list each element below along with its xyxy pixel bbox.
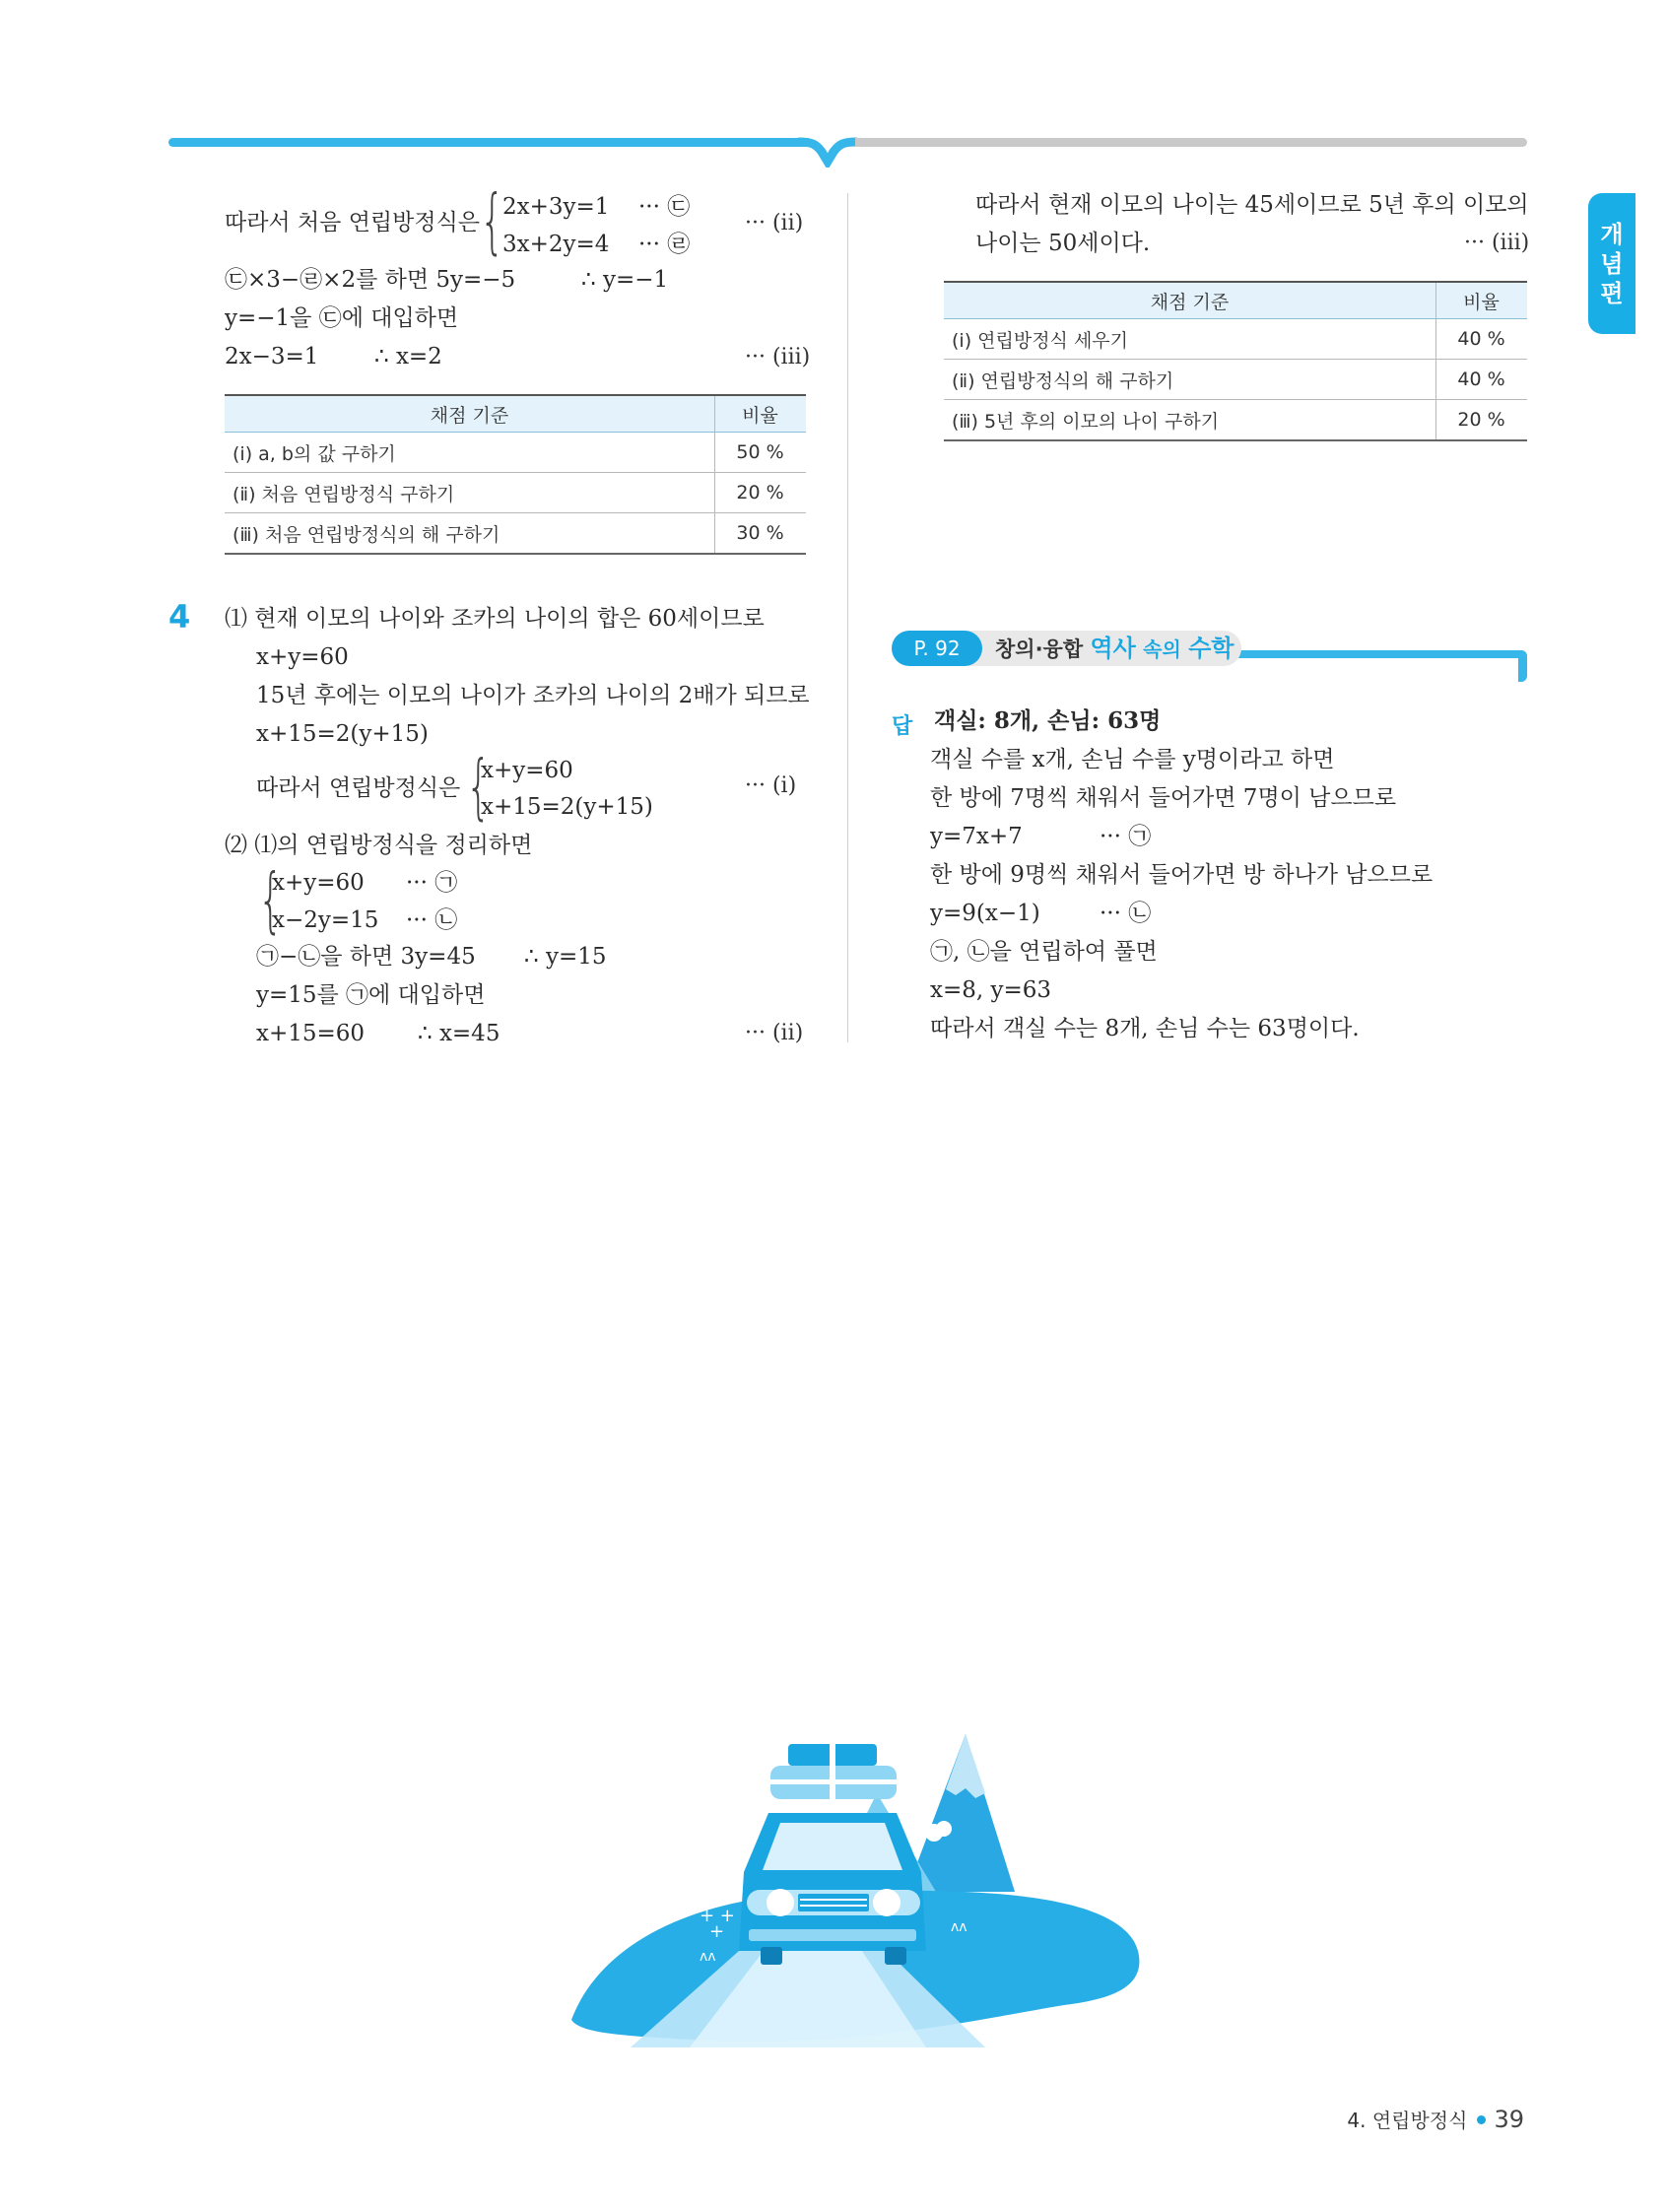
left-line-3: 2x−3=1 <box>225 344 319 369</box>
page-footer <box>1347 2105 1524 2133</box>
table-cell: (ⅰ) a, b의 값 구하기 <box>225 433 715 473</box>
solution-line: x=8, y=63 <box>930 977 1052 1003</box>
side-tab-char: 개 <box>1600 220 1624 248</box>
section-title-highlight: 수학 <box>1188 635 1234 662</box>
q4-system-intro: 따라서 연립방정식은 <box>256 775 461 801</box>
table-cell: 50 % <box>715 433 807 473</box>
table-cell: (ⅲ) 처음 연립방정식의 해 구하기 <box>225 513 715 555</box>
solution-line: 따라서 객실 수는 8개, 손님 수는 63명이다. <box>930 1016 1360 1041</box>
q4-line-6: ㉠−㉡을 하면 3y=45 <box>256 944 476 970</box>
section-title-mid: 속의 <box>1143 637 1181 661</box>
svg-text:ʌʌ: ʌʌ <box>951 1919 967 1935</box>
svg-text:+: + <box>709 1921 725 1942</box>
table-header: 비율 <box>715 395 807 433</box>
q4-line-7: y=15를 ㉠에 대입하면 <box>256 982 486 1008</box>
table-cell: 20 % <box>715 473 807 513</box>
table-row <box>225 513 806 555</box>
table-header: 비율 <box>1436 282 1528 319</box>
footer-chapter: 4. 연립방정식 <box>1347 2109 1468 2132</box>
left-system-eq2: 3x+2y=4 <box>502 232 610 257</box>
left-line-1b: ∴ y=−1 <box>581 267 669 293</box>
table-cell: 30 % <box>715 513 807 555</box>
left-system-intro: 따라서 처음 연립방정식은 <box>225 210 481 235</box>
q4-system2-eq2: x−2y=15 <box>272 907 379 933</box>
answer-label: 답 <box>892 714 913 739</box>
scoring-table-right <box>944 281 1527 441</box>
svg-text:+ +: + + <box>700 1906 735 1926</box>
score-marker: ··· (ii) <box>745 1021 804 1045</box>
section-title <box>995 631 1234 666</box>
table-header: 채점 기준 <box>944 282 1436 319</box>
table-cell: (ⅰ) 연립방정식 세우기 <box>944 319 1436 360</box>
left-system-eq1: 2x+3y=1 <box>502 194 610 220</box>
car-illustration <box>552 1724 1143 2049</box>
table-row <box>225 433 806 473</box>
solution-line: 한 방에 7명씩 채워서 들어가면 7명이 남으므로 <box>930 785 1397 811</box>
table-row <box>944 319 1527 360</box>
q4-line-6b: ∴ y=15 <box>524 944 607 970</box>
brace-icon: { <box>480 179 505 262</box>
table-cell: 20 % <box>1436 400 1528 441</box>
problem-number: 4 <box>168 598 191 636</box>
svg-text:ʌʌ: ʌʌ <box>700 1949 716 1965</box>
table-cell: 40 % <box>1436 360 1528 400</box>
side-tab-concept[interactable] <box>1588 193 1635 334</box>
q4-system2-tag2: ··· ㉡ <box>406 907 458 933</box>
section-title-highlight: 역사 <box>1090 635 1136 662</box>
section-header-line <box>1232 650 1527 658</box>
table-header: 채점 기준 <box>225 395 715 433</box>
side-tab-char: 념 <box>1600 249 1624 278</box>
q4-line-2: x+y=60 <box>256 644 349 670</box>
q4-line-3: 15년 후에는 이모의 나이가 조카의 나이의 2배가 되므로 <box>256 683 810 708</box>
side-tab-char: 편 <box>1600 279 1624 307</box>
section-page-badge: P. 92 <box>892 631 982 666</box>
q4-system-eq2: x+15=2(y+15) <box>481 794 653 820</box>
score-marker: ··· (iii) <box>1464 231 1530 255</box>
q4-line-8: x+15=60 <box>256 1021 366 1046</box>
top-bar-left <box>168 138 809 147</box>
left-system-tag2: ··· ㉣ <box>638 232 691 257</box>
table-cell: (ⅱ) 처음 연립방정식 구하기 <box>225 473 715 513</box>
solution-line: y=7x+7 <box>930 824 1023 849</box>
solution-tag: ··· ㉠ <box>1100 824 1152 849</box>
q4-line-8b: ∴ x=45 <box>418 1021 500 1046</box>
solution-line: ㉠, ㉡을 연립하여 풀면 <box>930 939 1158 965</box>
table-cell: (ⅱ) 연립방정식의 해 구하기 <box>944 360 1436 400</box>
score-marker: ··· (ii) <box>745 211 804 235</box>
page-number: 39 <box>1494 2106 1524 2133</box>
solution-line: y=9(x−1) <box>930 901 1040 926</box>
scoring-table-left <box>225 394 806 555</box>
score-marker: ··· (i) <box>745 773 797 798</box>
right-line-1: 따라서 현재 이모의 나이는 45세이므로 5년 후의 이모의 <box>975 192 1529 218</box>
brace-icon: { <box>258 858 284 941</box>
section-title-prefix: 창의·융합 <box>995 637 1084 661</box>
left-line-3b: ∴ x=2 <box>374 344 442 369</box>
q4-line-5: ⑵ ⑴의 연립방정식을 정리하면 <box>225 833 533 858</box>
left-system-tag1: ··· ㉢ <box>638 194 691 220</box>
score-marker: ··· (iii) <box>745 345 811 369</box>
answer-text: 객실: 8개, 손님: 63명 <box>934 707 1162 734</box>
top-bar-right <box>855 138 1527 147</box>
table-row <box>944 400 1527 441</box>
solution-line: 한 방에 9명씩 채워서 들어가면 방 하나가 남으므로 <box>930 862 1434 888</box>
right-line-2: 나이는 50세이다. <box>975 231 1151 256</box>
q4-line-4: x+15=2(y+15) <box>256 721 429 747</box>
q4-system2-eq1: x+y=60 <box>272 870 365 896</box>
left-line-1: ㉢×3−㉣×2를 하면 5y=−5 <box>225 267 516 293</box>
q4-system2-tag1: ··· ㉠ <box>406 870 458 896</box>
brace-icon: { <box>466 745 492 828</box>
table-row <box>225 473 806 513</box>
bullet-icon <box>1477 2115 1486 2124</box>
q4-line-1: ⑴ 현재 이모의 나이와 조카의 나이의 합은 60세이므로 <box>225 606 765 632</box>
solution-line: 객실 수를 x개, 손님 수를 y명이라고 하면 <box>930 747 1335 772</box>
table-row <box>944 360 1527 400</box>
solution-tag: ··· ㉡ <box>1100 901 1152 926</box>
column-divider <box>847 193 848 1042</box>
q4-system-eq1: x+y=60 <box>481 758 573 783</box>
table-cell: (ⅲ) 5년 후의 이모의 나이 구하기 <box>944 400 1436 441</box>
section-header-line-end <box>1518 650 1527 682</box>
table-cell: 40 % <box>1436 319 1528 360</box>
left-line-2: y=−1을 ㉢에 대입하면 <box>225 305 459 331</box>
